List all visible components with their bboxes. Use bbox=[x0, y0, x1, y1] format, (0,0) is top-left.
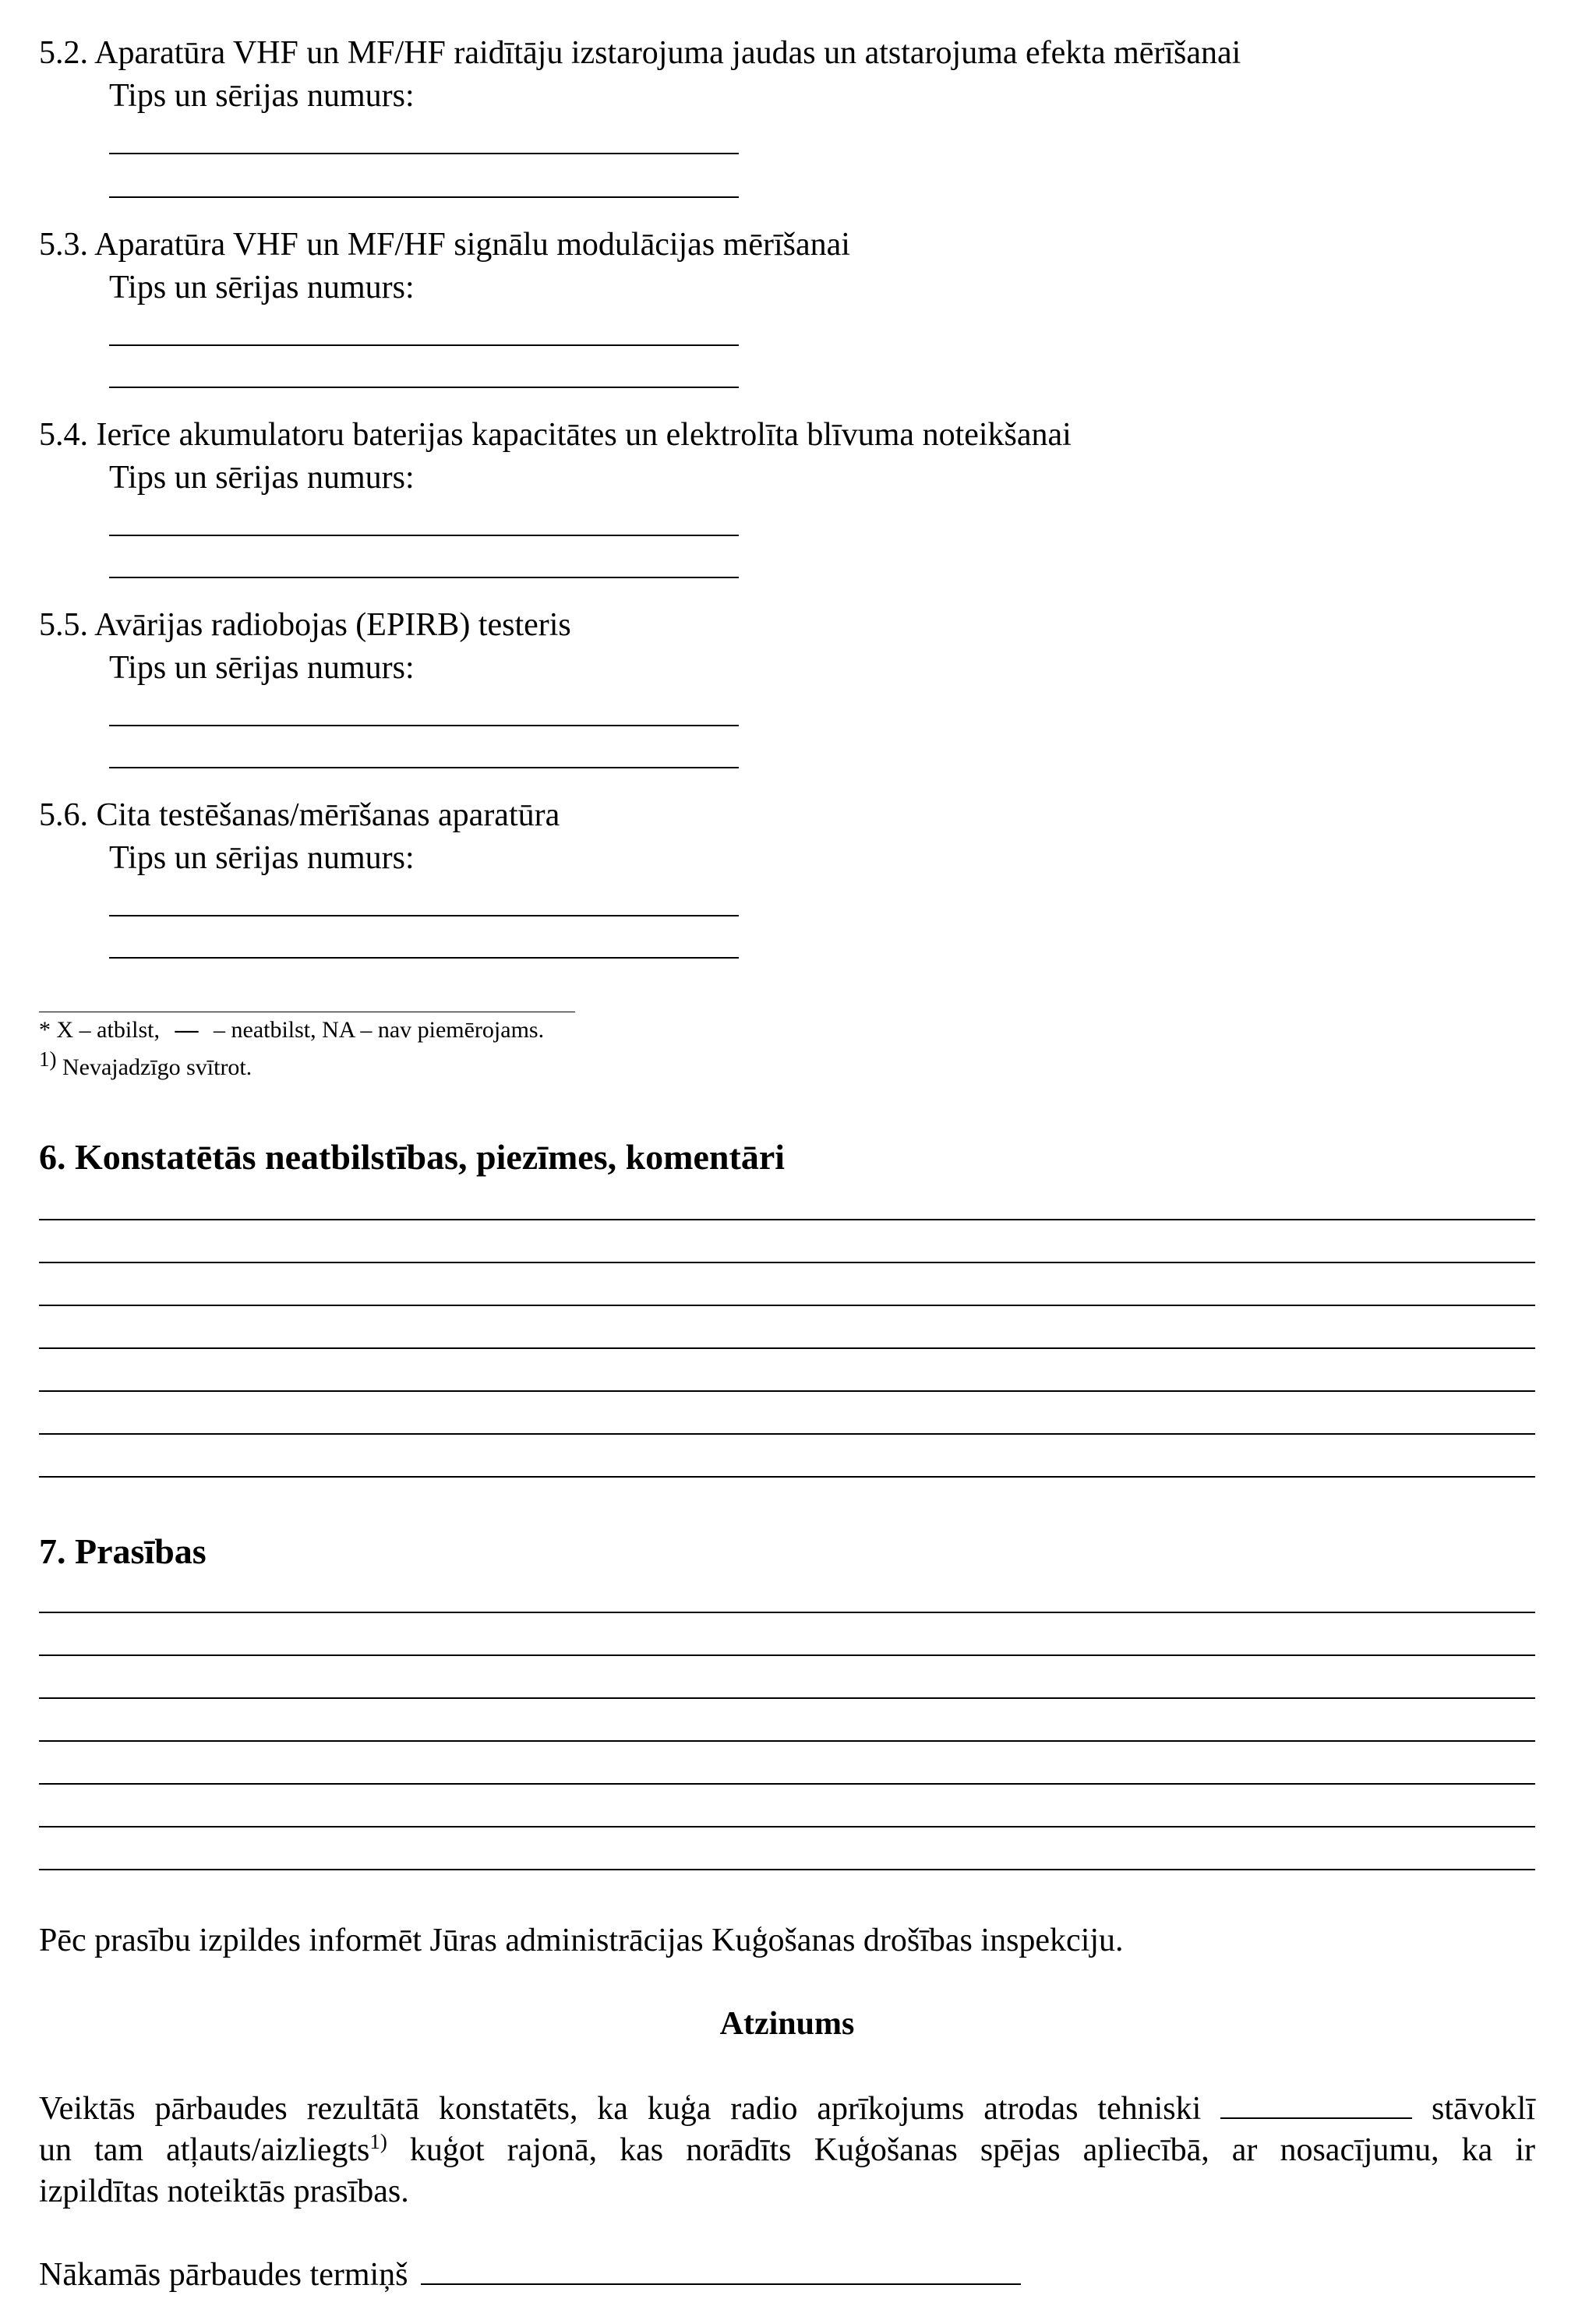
footnote-legend-dash: — bbox=[175, 1017, 199, 1043]
equipment-5-4-line-1[interactable] bbox=[109, 535, 739, 536]
section-7-line-3[interactable] bbox=[39, 1697, 1535, 1699]
equipment-5-6-title: 5.6. Cita testēšanas/mērīšanas aparatūra bbox=[39, 797, 560, 833]
equipment-5-2-line-2[interactable] bbox=[109, 196, 739, 198]
conclusion-heading: Atzinums bbox=[719, 2006, 855, 2042]
conclusion-line-2-a: un tam atļauts/aizliegts bbox=[39, 2132, 370, 2168]
equipment-5-5-line-1[interactable] bbox=[109, 725, 739, 726]
section-7-line-6[interactable] bbox=[39, 1826, 1535, 1827]
equipment-5-4-subtitle: Tips un sērijas numurs: bbox=[109, 460, 415, 496]
next-inspection-label: Nākamās pārbaudes termiņš bbox=[39, 2257, 408, 2293]
conclusion-line-2 bbox=[39, 2130, 1535, 2171]
inform-text: Pēc prasību izpildes informēt Jūras administrācijas Kuģošanas drošības inspekciju. bbox=[39, 1923, 1124, 1958]
footnote-legend-post: – neatbilst, NA – nav piemērojams. bbox=[214, 1017, 545, 1043]
section-6-line-3[interactable] bbox=[39, 1305, 1535, 1306]
equipment-5-3-line-1[interactable] bbox=[109, 344, 739, 346]
section-7-line-2[interactable] bbox=[39, 1654, 1535, 1656]
section-6-line-6[interactable] bbox=[39, 1433, 1535, 1435]
section-7-line-7[interactable] bbox=[39, 1869, 1535, 1870]
equipment-5-6-line-1[interactable] bbox=[109, 915, 739, 916]
equipment-5-2-line-1[interactable] bbox=[109, 153, 739, 154]
next-inspection bbox=[39, 2256, 1021, 2294]
next-inspection-blank[interactable] bbox=[421, 2283, 1021, 2285]
conclusion-line-3: izpildītas noteiktās prasības. bbox=[39, 2174, 409, 2209]
condition-blank[interactable] bbox=[1220, 2117, 1412, 2119]
equipment-5-3-subtitle: Tips un sērijas numurs: bbox=[109, 270, 415, 305]
conclusion-footnote-mark: 1) bbox=[369, 2130, 387, 2153]
equipment-5-4-title: 5.4. Ierīce akumulatoru baterijas kapacitātes un elektrolīta blīvuma noteikšanai bbox=[39, 417, 1072, 453]
equipment-5-6-subtitle: Tips un sērijas numurs: bbox=[109, 840, 415, 876]
section-7-line-1[interactable] bbox=[39, 1612, 1535, 1613]
section-6-line-4[interactable] bbox=[39, 1347, 1535, 1349]
section-7-line-4[interactable] bbox=[39, 1740, 1535, 1742]
footnote-legend-pre: * X – atbilst, bbox=[39, 1017, 160, 1043]
footnote-strike-text: Nevajadzīgo svītrot. bbox=[62, 1054, 252, 1080]
footnote-legend bbox=[39, 1016, 544, 1044]
section-6-line-7[interactable] bbox=[39, 1476, 1535, 1478]
conclusion-line-2-b: kuģot rajonā, kas norādīts Kuģošanas spējas apliecībā, ar nosacījumu, ka ir bbox=[409, 2132, 1536, 2168]
equipment-5-5-title: 5.5. Avārijas radiobojas (EPIRB) testeris bbox=[39, 607, 571, 643]
conclusion-line-1 bbox=[39, 2089, 1535, 2130]
equipment-5-3-line-2[interactable] bbox=[109, 387, 739, 388]
section-7-line-5[interactable] bbox=[39, 1783, 1535, 1785]
equipment-5-6-line-2[interactable] bbox=[109, 957, 739, 959]
equipment-5-5-subtitle: Tips un sērijas numurs: bbox=[109, 650, 415, 686]
section-7-heading: 7. Prasības bbox=[39, 1531, 207, 1571]
section-6-heading: 6. Konstatētās neatbilstības, piezīmes, komentāri bbox=[39, 1137, 786, 1177]
section-6-line-2[interactable] bbox=[39, 1262, 1535, 1263]
footnote-strike bbox=[39, 1047, 252, 1082]
section-6-line-5[interactable] bbox=[39, 1390, 1535, 1392]
equipment-5-3-title: 5.3. Aparatūra VHF un MF/HF signālu modulācijas mērīšanai bbox=[39, 227, 850, 263]
equipment-5-2-title: 5.2. Aparatūra VHF un MF/HF raidītāju izstarojuma jaudas un atstarojuma efekta mērīšanai bbox=[39, 35, 1241, 71]
footnote-mark: 1) bbox=[39, 1047, 57, 1071]
conclusion-line-1-a: Veiktās pārbaudes rezultātā konstatēts, ka kuģa radio aprīkojums atrodas tehniski bbox=[39, 2091, 1202, 2127]
conclusion-paragraph bbox=[39, 2089, 1535, 2212]
conclusion-line-1-b: stāvoklī bbox=[1432, 2091, 1536, 2127]
equipment-5-2-subtitle: Tips un sērijas numurs: bbox=[109, 78, 415, 114]
section-6-line-1[interactable] bbox=[39, 1219, 1535, 1220]
equipment-5-5-line-2[interactable] bbox=[109, 767, 739, 768]
equipment-5-4-line-2[interactable] bbox=[109, 577, 739, 578]
